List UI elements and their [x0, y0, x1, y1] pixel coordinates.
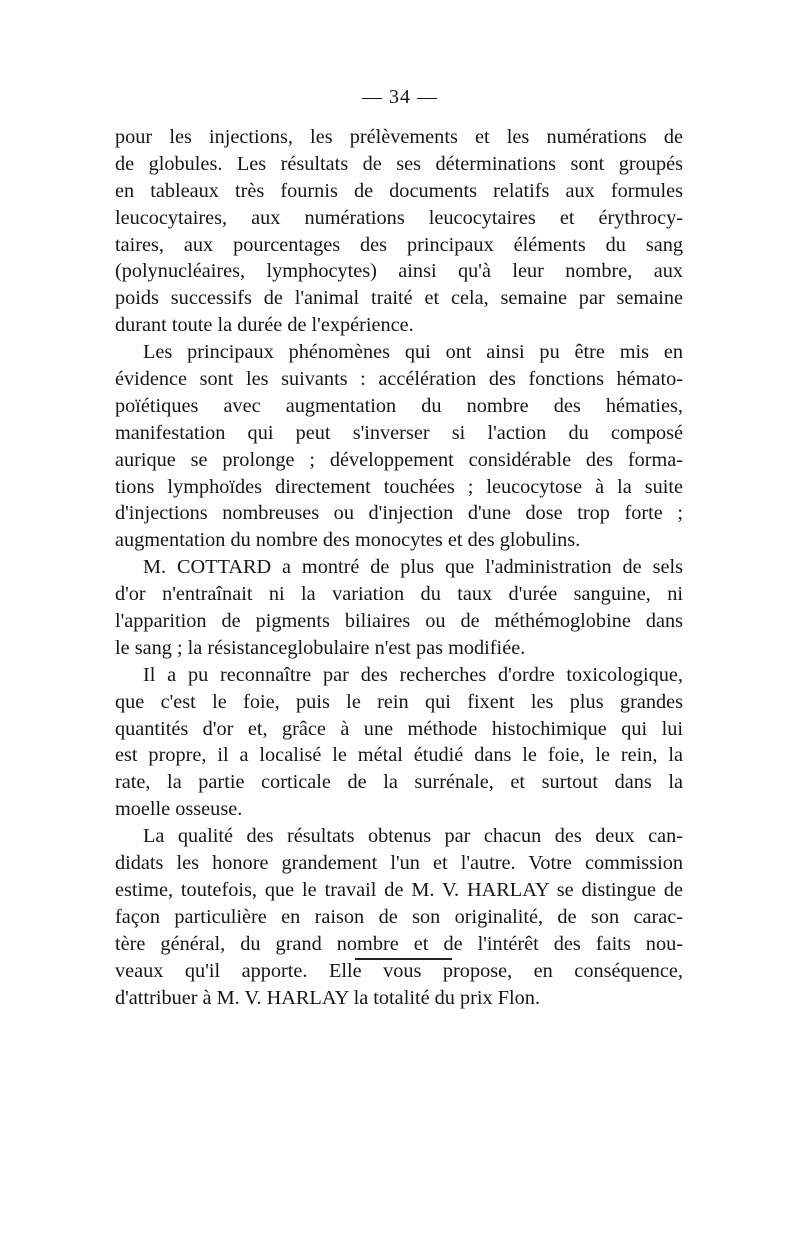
body-text: [115, 124, 683, 1011]
paragraph-3-line-1: M. COTTARD a montré de plus que l'administration de sels: [143, 556, 683, 579]
paragraph-4-line-1: Il a pu reconnaître par des recherches d'ordre toxicologique,: [143, 663, 683, 686]
paragraph-5-line-6: veaux qu'il apporte. Elle vous propose, en conséquence,: [115, 959, 683, 982]
paragraph-3-line-2: d'or n'entraînait ni la variation du taux d'urée sanguine, ni: [115, 583, 683, 606]
paragraph-2-line-6: tions lymphoïdes directement touchées ; leucocytose à la suite: [115, 475, 683, 498]
paragraph-4-line-6: moelle osseuse.: [115, 798, 243, 821]
paragraph-1-line-5: taires, aux pourcentages des principaux éléments du sang: [115, 233, 683, 256]
paragraph-5-line-1: La qualité des résultats obtenus par chacun des deux can-: [143, 825, 683, 848]
paragraph-1-line-1: pour les injections, les prélèvements et les numérations de: [115, 126, 683, 148]
paragraph-5-line-5: tère général, du grand nombre et de l'intérêt des faits nou-: [115, 932, 683, 955]
closing-rule: [355, 958, 452, 960]
paragraph-1-line-3: en tableaux très fournis de documents relatifs aux formules: [115, 179, 683, 202]
paragraph-4-line-4: est propre, il a localisé le métal étudié dans le foie, le rein, la: [115, 744, 683, 767]
paragraph-2-line-1: Les principaux phénomènes qui ont ainsi pu être mis en: [143, 341, 683, 364]
paragraph-1-line-8: durant toute la durée de l'expérience.: [115, 314, 414, 337]
page-number: — 34 —: [362, 86, 438, 108]
paragraph-2-line-7: d'injections nombreuses ou d'injection d'une dose trop forte ;: [115, 502, 683, 525]
paragraph-2-line-8: augmentation du nombre des monocytes et des globulins.: [115, 529, 581, 552]
paragraph-2-line-3: poïétiques avec augmentation du nombre des hématies,: [115, 394, 683, 417]
paragraph-3-line-3: l'apparition de pigments biliaires ou de méthémoglobine dans: [115, 610, 683, 633]
paragraph-5-line-7: d'attribuer à M. V. HARLAY la totalité du prix Flon.: [115, 986, 541, 1009]
paragraph-1-line-4: leucocytaires, aux numérations leucocytaires et érythrocy-: [115, 206, 683, 229]
paragraph-1-line-7: poids successifs de l'animal traité et cela, semaine par semaine: [115, 287, 683, 310]
paragraph-5-line-4: façon particulière en raison de son originalité, de son carac-: [115, 905, 683, 928]
paragraph-2-line-5: aurique se prolonge ; développement considérable des forma-: [115, 448, 683, 471]
paragraph-4-line-2: que c'est le foie, puis le rein qui fixent les plus grandes: [115, 690, 683, 713]
paragraph-5-line-3: estime, toutefois, que le travail de M. V. HARLAY se distingue de: [115, 878, 683, 901]
paragraph-5-line-2: didats les honore grandement l'un et l'autre. Votre commission: [115, 852, 683, 875]
paragraph-1-line-6: (polynucléaires, lymphocytes) ainsi qu'à leur nombre, aux: [115, 260, 683, 283]
paragraph-2-line-2: évidence sont les suivants : accélération des fonctions hémato-: [115, 368, 683, 391]
paragraph-1-line-2: de globules. Les résultats de ses déterminations sont groupés: [115, 152, 683, 175]
paragraph-4-line-5: rate, la partie corticale de la surrénale, et surtout dans la: [115, 771, 683, 794]
paragraph-3-line-4: le sang ; la résistanceglobulaire n'est pas modifiée.: [115, 636, 526, 659]
paragraph-4-line-3: quantités d'or et, grâce à une méthode histochimique qui lui: [115, 717, 683, 740]
paragraph-2-line-4: manifestation qui peut s'inverser si l'action du composé: [115, 421, 683, 444]
